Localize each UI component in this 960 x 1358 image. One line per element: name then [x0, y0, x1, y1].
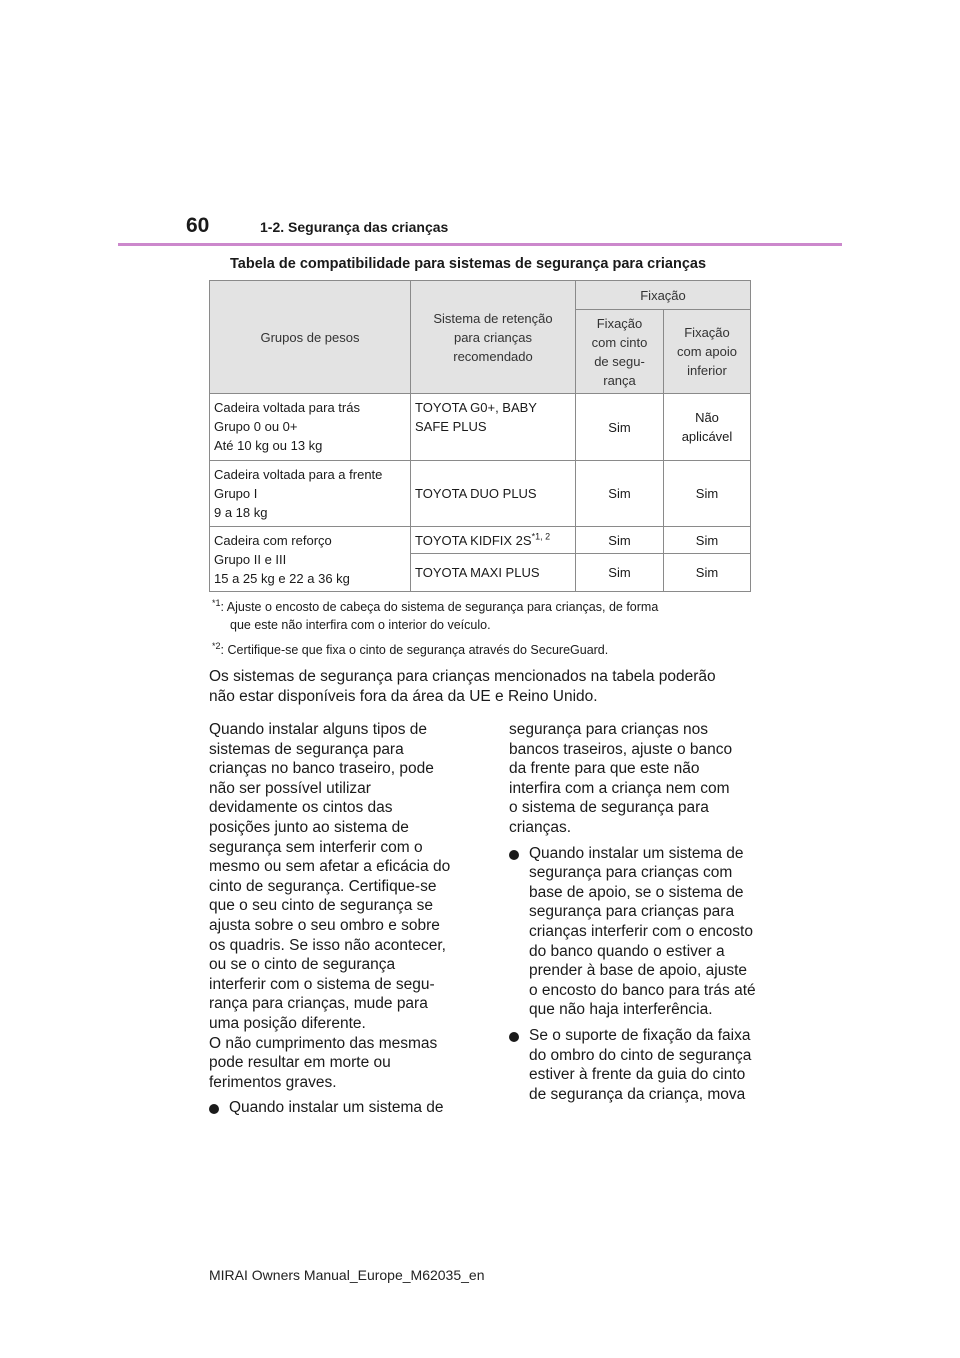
section-title: 1-2. Segurança das crianças	[260, 219, 449, 235]
footnote-ref: *1, 2	[531, 531, 551, 542]
compatibility-table	[209, 280, 751, 592]
support-cell: Não aplicável	[664, 394, 751, 461]
list-item: Se o suporte de fixação da faixa do ombro do cinto de segurança estiver à frente da guia do cinto de segurança da criança, mova	[509, 1026, 759, 1104]
bullet-icon	[509, 1032, 519, 1042]
bullet-icon	[509, 850, 519, 860]
weight-group-cell: Cadeira voltada para trás Grupo 0 ou 0+ Até 10 kg ou 13 kg	[210, 394, 411, 461]
support-cell: Sim	[664, 554, 751, 592]
belt-cell: Sim	[576, 554, 664, 592]
table-row	[210, 394, 751, 461]
header-recommended-system: Sistema de retenção para crianças recomendado	[411, 281, 576, 394]
availability-note: Os sistemas de segurança para crianças mencionados na tabela poderão não estar disponíveis fora da área da UE e Reino Unido.	[209, 668, 716, 705]
bullet-icon	[209, 1104, 219, 1114]
footer-manual-id: MIRAI Owners Manual_Europe_M62035_en	[209, 1267, 485, 1283]
header-fixing-support: Fixação com apoio inferior	[664, 310, 751, 394]
warning-paragraph: Quando instalar alguns tipos de sistemas de segurança para crianças no banco traseiro, pode não ser possível utilizar devidamente os cintos das posições junto ao sistema de segurança sem interferir com o mesmo ou sem afetar a eficácia do cinto de segurança. Certifique-se que o seu cinto de segurança se ajusta sobre o seu ombro e sobre os quadris. Se isso não acontecer, ou se o cinto de segurança interferir com o sistema de segu- rança para crianças, mude para uma posição diferente. O não cumprimento das mesmas pode resultar em morte ou ferimentos graves.	[209, 721, 451, 1091]
right-column	[509, 720, 759, 1104]
header-fixing-belt: Fixação com cinto de segu- rança	[576, 310, 664, 394]
list-item: Quando instalar um sistema de segurança para crianças com base de apoio, se o sistema de segurança para crianças para crianças interferir com o encosto do banco quando o estiver a prender à base de apoio, ajuste o encosto do banco para trás até que não haja interferência.	[509, 844, 759, 1020]
list-item: Quando instalar um sistema de	[209, 1098, 459, 1118]
table-title: Tabela de compatibilidade para sistemas de segurança para crianças	[230, 256, 707, 272]
table-row	[210, 527, 751, 554]
footnote-2: $^{*2}$: Certifique-se que fixa o cinto de segurança através do SecureGuard.	[212, 640, 609, 657]
system-cell: TOYOTA MAXI PLUS	[411, 554, 576, 592]
belt-cell: Sim	[576, 527, 664, 554]
footnote-1: $^{*1}$: Ajuste o encosto de cabeça do sistema de segurança para crianças, de forma que este não interfira com o interior do veículo.	[212, 597, 659, 632]
header-divider	[118, 243, 842, 246]
weight-group-cell: Cadeira com reforço Grupo II e III 15 a 25 kg e 22 a 36 kg	[210, 527, 411, 592]
belt-cell: Sim	[576, 394, 664, 461]
continued-text: segurança para crianças nos bancos traseiros, ajuste o banco da frente para que este não interfira com a criança nem com o sistema de segurança para crianças.	[509, 721, 733, 836]
system-cell: TOYOTA KIDFIX $2S^{*1, 2}$	[411, 527, 576, 554]
weight-group-cell: Cadeira voltada para a frente Grupo I 9 a 18 kg	[210, 461, 411, 527]
belt-cell: Sim	[576, 461, 664, 527]
left-column	[209, 720, 459, 1118]
page-number: 60	[186, 214, 210, 237]
header-weight-groups: Grupos de pesos	[210, 281, 411, 394]
system-cell: TOYOTA DUO PLUS	[411, 461, 576, 527]
header-fixing: Fixação	[576, 281, 751, 310]
table-row	[210, 461, 751, 527]
system-cell: TOYOTA G0+, BABY SAFE PLUS	[411, 394, 576, 461]
support-cell: Sim	[664, 461, 751, 527]
support-cell: Sim	[664, 527, 751, 554]
